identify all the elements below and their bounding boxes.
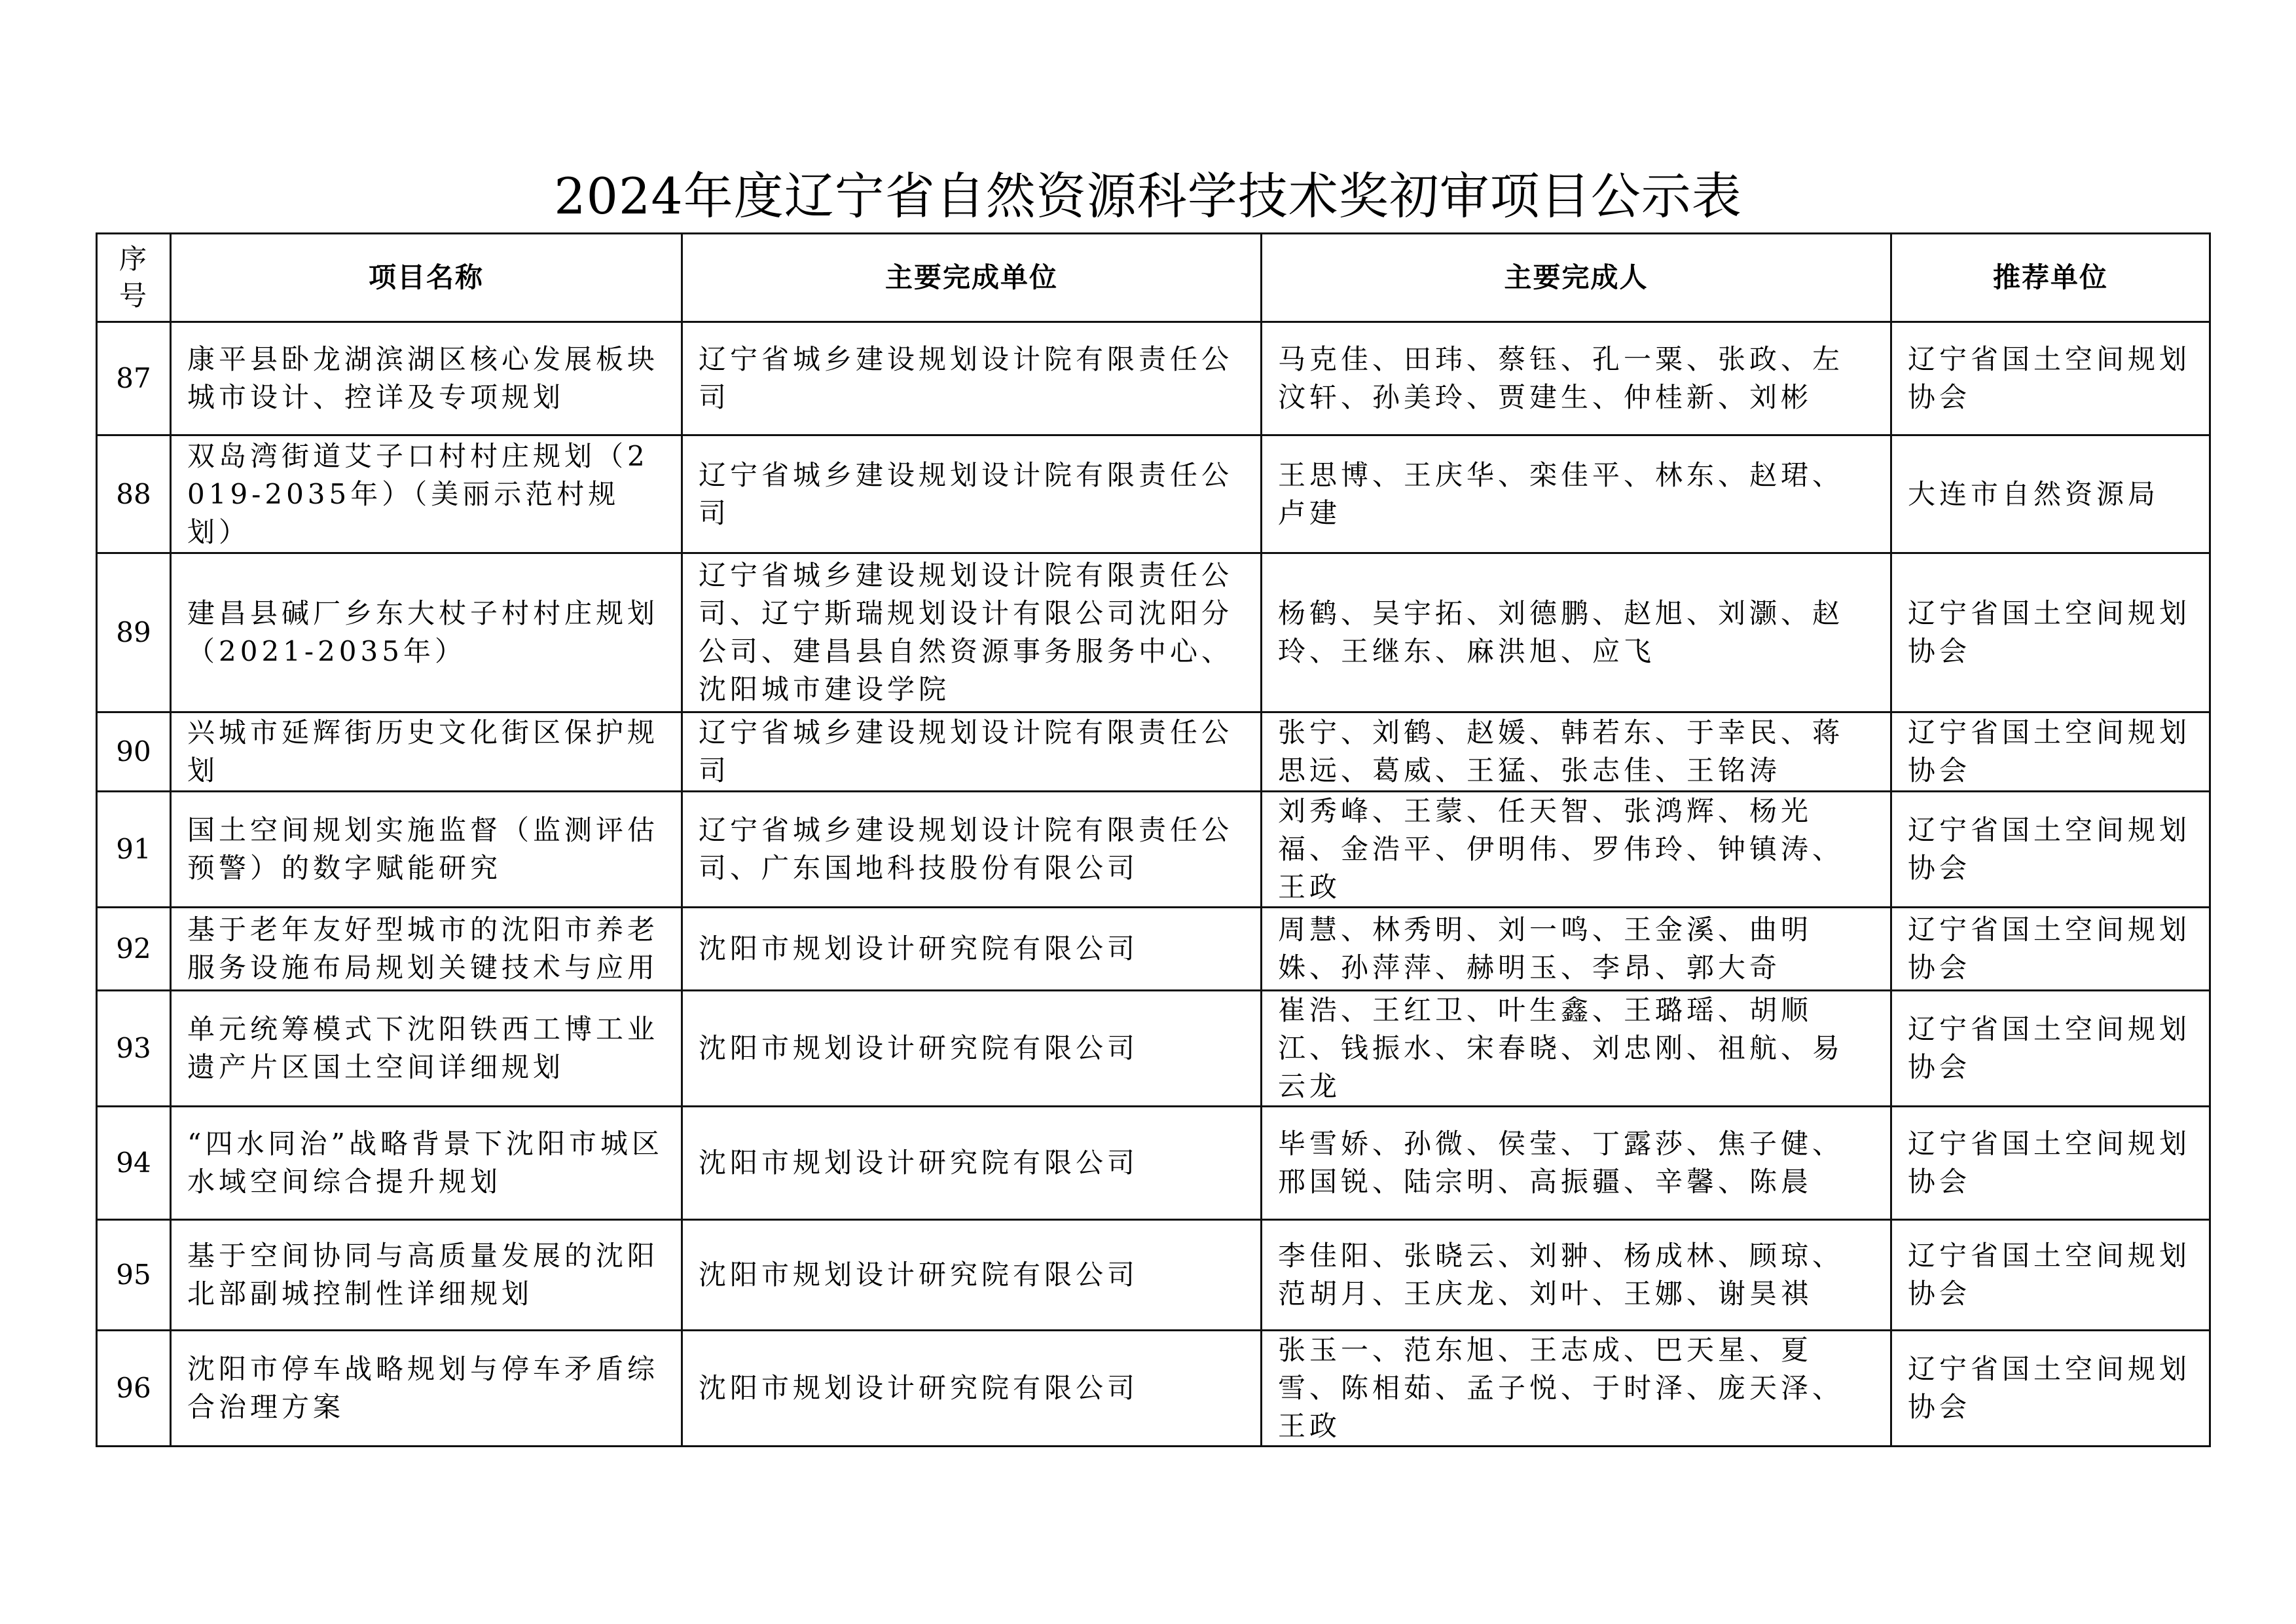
row-seq: 87 (97, 322, 171, 435)
row-project-name: 建昌县碱厂乡东大杖子村村庄规划（2021-2035年） (171, 553, 682, 712)
document-title: 2024年度辽宁省自然资源科学技术奖初审项目公示表 (554, 167, 1742, 225)
row-main-unit: 辽宁省城乡建设规划设计院有限责任公司、辽宁斯瑞规划设计有限公司沈阳分公司、建昌县自然资源事务服务中心、沈阳城市建设学院 (682, 553, 1262, 712)
row-recommender: 辽宁省国土空间规划协会 (1891, 1220, 2210, 1331)
header-main-people: 主要完成人 (1262, 234, 1891, 322)
row-main-people: 张宁、刘鹤、赵媛、韩若东、于幸民、蒋思远、葛威、王猛、张志佳、王铭涛 (1262, 712, 1891, 792)
row-seq: 93 (97, 991, 171, 1107)
header-seq-bottom: 号 (118, 280, 148, 312)
row-main-people: 王思博、王庆华、栾佳平、林东、赵珺、卢建 (1262, 435, 1891, 553)
row-main-unit: 沈阳市规划设计研究院有限公司 (682, 1331, 1262, 1447)
row-main-people: 毕雪娇、孙微、侯莹、丁露莎、焦子健、邢国锐、陆宗明、高振疆、辛馨、陈晨 (1262, 1107, 1891, 1220)
row-main-unit: 沈阳市规划设计研究院有限公司 (682, 1220, 1262, 1331)
table-row (97, 1331, 2210, 1447)
row-main-people: 马克佳、田玮、蔡钰、孔一粟、张政、左汶轩、孙美玲、贾建生、仲桂新、刘彬 (1262, 322, 1891, 435)
project-table (96, 232, 2211, 1447)
row-project-name: 双岛湾街道艾子口村村庄规划（2019-2035年）（美丽示范村规划） (171, 435, 682, 553)
row-project-name: “四水同治”战略背景下沈阳市城区水域空间综合提升规划 (171, 1107, 682, 1220)
row-main-people: 张玉一、范东旭、王志成、巴天星、夏雪、陈相茹、孟子悦、于时泽、庞天泽、王政 (1262, 1331, 1891, 1447)
row-recommender: 辽宁省国土空间规划协会 (1891, 712, 2210, 792)
table-row (97, 553, 2210, 712)
row-main-unit: 辽宁省城乡建设规划设计院有限责任公司 (682, 435, 1262, 553)
row-main-people: 崔浩、王红卫、叶生鑫、王璐瑶、胡顺江、钱振水、宋春晓、刘忠刚、祖航、易云龙 (1262, 991, 1891, 1107)
table-row (97, 435, 2210, 553)
table-row (97, 1107, 2210, 1220)
row-recommender: 辽宁省国土空间规划协会 (1891, 553, 2210, 712)
row-recommender: 辽宁省国土空间规划协会 (1891, 908, 2210, 991)
row-main-unit: 辽宁省城乡建设规划设计院有限责任公司、广东国地科技股份有限公司 (682, 792, 1262, 908)
row-recommender: 大连市自然资源局 (1891, 435, 2210, 553)
row-recommender: 辽宁省国土空间规划协会 (1891, 991, 2210, 1107)
table-row (97, 1220, 2210, 1331)
row-main-people: 刘秀峰、王蒙、任天智、张鸿辉、杨光福、金浩平、伊明伟、罗伟玲、钟镇涛、王政 (1262, 792, 1891, 908)
table-header-row (97, 234, 2210, 322)
row-main-unit: 沈阳市规划设计研究院有限公司 (682, 991, 1262, 1107)
row-project-name: 沈阳市停车战略规划与停车矛盾综合治理方案 (171, 1331, 682, 1447)
row-project-name: 基于空间协同与高质量发展的沈阳北部副城控制性详细规划 (171, 1220, 682, 1331)
row-recommender: 辽宁省国土空间规划协会 (1891, 1331, 2210, 1447)
row-seq: 96 (97, 1331, 171, 1447)
row-project-name: 兴城市延辉街历史文化街区保护规划 (171, 712, 682, 792)
header-recommender: 推荐单位 (1891, 234, 2210, 322)
row-project-name: 基于老年友好型城市的沈阳市养老服务设施布局规划关键技术与应用 (171, 908, 682, 991)
row-seq: 92 (97, 908, 171, 991)
table-row (97, 792, 2210, 908)
row-recommender: 辽宁省国土空间规划协会 (1891, 792, 2210, 908)
row-main-unit: 沈阳市规划设计研究院有限公司 (682, 1107, 1262, 1220)
row-main-people: 杨鹤、吴宇拓、刘德鹏、赵旭、刘灏、赵玲、王继东、麻洪旭、应飞 (1262, 553, 1891, 712)
row-project-name: 单元统筹模式下沈阳铁西工博工业遗产片区国土空间详细规划 (171, 991, 682, 1107)
row-seq: 90 (97, 712, 171, 792)
header-seq (97, 234, 171, 322)
row-project-name: 国土空间规划实施监督（监测评估预警）的数字赋能研究 (171, 792, 682, 908)
row-project-name: 康平县卧龙湖滨湖区核心发展板块城市设计、控详及专项规划 (171, 322, 682, 435)
row-seq: 94 (97, 1107, 171, 1220)
row-main-people: 李佳阳、张晓云、刘翀、杨成林、顾琼、范胡月、王庆龙、刘叶、王娜、谢昊祺 (1262, 1220, 1891, 1331)
row-seq: 89 (97, 553, 171, 712)
row-seq: 91 (97, 792, 171, 908)
header-project-name: 项目名称 (171, 234, 682, 322)
table-row (97, 322, 2210, 435)
row-main-unit: 沈阳市规划设计研究院有限公司 (682, 908, 1262, 991)
row-seq: 95 (97, 1220, 171, 1331)
row-recommender: 辽宁省国土空间规划协会 (1891, 322, 2210, 435)
row-main-unit: 辽宁省城乡建设规划设计院有限责任公司 (682, 322, 1262, 435)
row-seq: 88 (97, 435, 171, 553)
row-recommender: 辽宁省国土空间规划协会 (1891, 1107, 2210, 1220)
row-main-unit: 辽宁省城乡建设规划设计院有限责任公司 (682, 712, 1262, 792)
header-seq-top: 序 (118, 243, 148, 275)
header-main-unit: 主要完成单位 (682, 234, 1262, 322)
row-main-people: 周慧、林秀明、刘一鸣、王金溪、曲明姝、孙萍萍、赫明玉、李昂、郭大奇 (1262, 908, 1891, 991)
table-row (97, 908, 2210, 991)
table-row (97, 991, 2210, 1107)
table-row (97, 712, 2210, 792)
